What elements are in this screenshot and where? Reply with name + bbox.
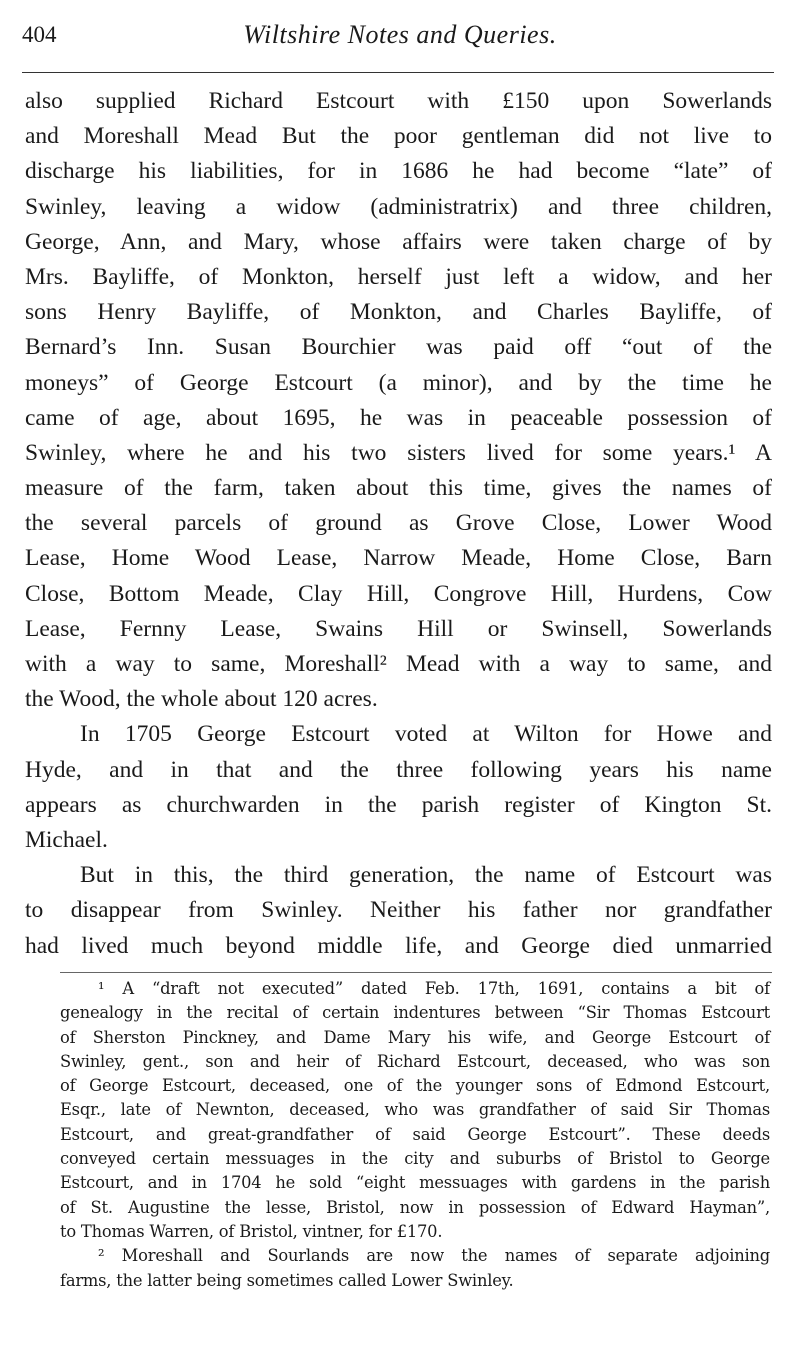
footnote-line: Estcourt, and in 1704 he sold “eight messuages with gardens in the parish [60, 1173, 770, 1193]
body-line: measure of the farm, taken about this time, gives the names of [25, 475, 772, 502]
running-title: Wiltshire Notes and Queries. [243, 20, 557, 49]
header-rule [22, 72, 774, 73]
body-line: to disappear from Swinley. Neither his father nor grandfather [25, 897, 772, 924]
body-line: Mrs. Bayliffe, of Monkton, herself just left a widow, and her [25, 263, 772, 290]
footnote-line: Estcourt, and great-grandfather of said George Estcourt”. These deeds [60, 1124, 770, 1144]
body-line: Hyde, and in that and the three following years his name [25, 756, 772, 783]
body-line: the several parcels of ground as Grove Close, Lower Wood [25, 510, 772, 537]
body-line: Swinley, where he and his two sisters lived for some years.¹ A [25, 439, 772, 466]
footnote-line: of St. Augustine the lesse, Bristol, now in possession of Edward Hayman”, [60, 1197, 770, 1217]
footnote-line: farms, the latter being sometimes called Lower Swinley. [60, 1270, 514, 1290]
body-line: had lived much beyond middle life, and George died unmarried [25, 932, 772, 959]
body-line: In 1705 George Estcourt voted at Wilton for Howe and [80, 721, 772, 748]
body-line: the Wood, the whole about 120 acres. [25, 686, 378, 713]
body-text [25, 84, 772, 964]
footnote-line: genealogy in the recital of certain indentures between “Sir Thomas Estcourt [60, 1003, 770, 1023]
footnote-line: of George Estcourt, deceased, one of the younger sons of Edmond Estcourt, [60, 1076, 770, 1096]
footnotes [60, 977, 770, 1293]
page-number: 404 [22, 22, 57, 47]
footnote-rule [60, 972, 772, 973]
body-line: Bernard’s Inn. Susan Bourchier was paid off “out of the [25, 334, 772, 361]
body-line: But in this, the third generation, the name of Estcourt was [80, 862, 772, 889]
footnote-line: conveyed certain messuages in the city and suburbs of Bristol to George [60, 1149, 770, 1169]
footnote-line: ² Moreshall and Sourlands are now the names of separate adjoining [98, 1246, 770, 1266]
footnote-line: of Sherston Pinckney, and Dame Mary his wife, and George Estcourt of [60, 1027, 770, 1047]
footnote-line: ¹ A “draft not executed” dated Feb. 17th, 1691, contains a bit of [98, 979, 770, 998]
footnote-line: Swinley, gent., son and heir of Richard Estcourt, deceased, who was son [60, 1051, 770, 1071]
body-line: discharge his liabilities, for in 1686 he had become “late” of [25, 158, 772, 185]
body-line: Swinley, leaving a widow (administratrix) and three children, [25, 193, 772, 220]
body-line: Lease, Home Wood Lease, Narrow Meade, Home Close, Barn [25, 545, 772, 572]
body-line: came of age, about 1695, he was in peaceable possession of [25, 404, 772, 431]
body-line: George, Ann, and Mary, whose affairs were taken charge of by [25, 228, 772, 255]
body-line: moneys” of George Estcourt (a minor), and by the time he [25, 369, 772, 396]
footnote-line: Esqr., late of Newnton, deceased, who was grandfather of said Sir Thomas [60, 1100, 770, 1120]
body-line: and Moreshall Mead But the poor gentleman did not live to [25, 123, 772, 150]
body-line: with a way to same, Moreshall² Mead with a way to same, and [25, 651, 772, 677]
body-line: Michael. [25, 826, 108, 853]
body-line: sons Henry Bayliffe, of Monkton, and Charles Bayliffe, of [25, 299, 772, 326]
body-line: Lease, Fernny Lease, Swains Hill or Swinsell, Sowerlands [25, 615, 772, 642]
body-line: Close, Bottom Meade, Clay Hill, Congrove Hill, Hurdens, Cow [25, 580, 772, 607]
footnote-line: to Thomas Warren, of Bristol, vintner, for £170. [60, 1221, 443, 1241]
body-line: appears as churchwarden in the parish register of Kington St. [25, 791, 772, 818]
body-line: also supplied Richard Estcourt with £150 upon Sowerlands [25, 88, 772, 114]
